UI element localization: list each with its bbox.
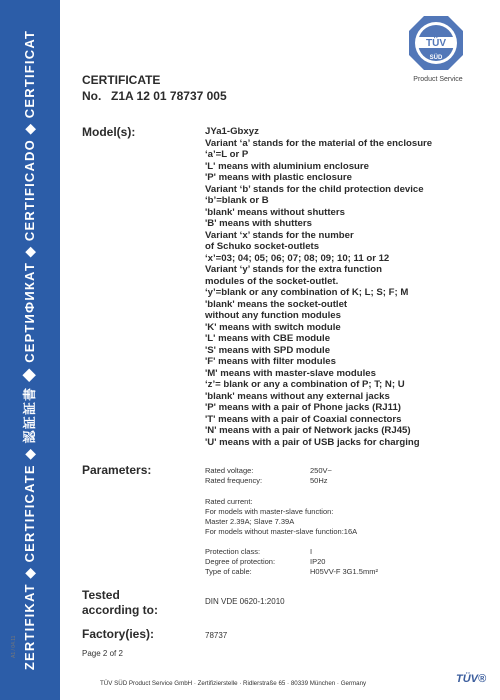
rated-voltage-value: 250V~ [310,466,332,475]
model-line: Variant ‘y’ stands for the extra function [205,264,382,275]
model-line: 'S' means with SPD module [205,344,331,356]
model-line: 'N' means with a pair of Network jacks (RJ45) [205,425,411,436]
tuv-octagon-icon [408,15,464,71]
certificate-sidebar-band [0,0,60,700]
parameters-label: Parameters: [82,463,152,477]
certificate-title: CERTIFICATE [82,73,161,87]
models-label: Model(s): [82,125,136,139]
certificate-number-label: No. [82,89,102,103]
model-line: JYa1-Gbxyz [205,126,259,137]
model-line: 'U' means with a pair of USB jacks for charging [205,436,420,448]
model-line: 'F' means with filter modules [205,356,336,367]
footer-address: TÜV SÜD Product Service GmbH · Zertifizierstelle · Ridlerstraße 65 · 80339 München · Germany [100,680,367,687]
model-line: Variant ‘a’ stands for the material of the enclosure [205,137,433,149]
model-line: 'T' means with a pair of Coaxial connectors [205,413,402,425]
model-line: 'B' means with shutters [205,218,312,229]
page-number: Page 2 of 2 [82,649,123,658]
factory-label: Factory(ies): [82,627,155,641]
model-line: modules of the socket-outlet. [205,275,339,287]
rated-current-line: For models without master-slave function:16A [205,527,358,536]
model-line: 'L' means with CBE module [205,333,331,344]
cable-type-value: H05VV-F 3G1.5mm² [310,567,378,576]
logo-mark: TÜV [426,38,446,49]
model-line: ‘z’= blank or any a combination of P; T; N; U [205,379,405,390]
model-line: Variant ‘x’ stands for the number [205,229,354,241]
model-line: of Schuko socket-outlets [205,241,320,252]
model-line: 'L' means with aluminium enclosure [205,160,369,172]
model-line: ‘y’=blank or any combination of K; L; S; F; M [205,287,409,298]
model-line: 'P' means with a pair of Phone jacks (RJ11) [205,402,401,413]
protection-class-label: Protection class: [205,547,261,556]
model-line: ‘b’=blank or B [205,195,269,206]
model-line: Variant ‘b’ stands for the child protection device [205,183,424,195]
protection-class-value: I [310,547,313,556]
degree-of-protection-value: IP20 [310,557,326,566]
sidebar-certificate-text: ZERTIFIKAT ◆ CERTIFICATE ◆ 認証証書 ◆ СЕРТИФИКАТ ◆ CERTIFICADO ◆ CERTIFICAT [22,29,37,671]
factory-value: 78737 [205,631,228,640]
model-line: 'P' means with plastic enclosure [205,172,352,183]
model-line: 'blank' means without shutters [205,206,345,218]
rated-current-line: Master 2.39A; Slave 7.39A [205,517,295,526]
tested-label-line: according to: [82,603,159,617]
logo-sub: SÜD [429,55,443,61]
rated-voltage-label: Rated voltage: [205,466,254,475]
rated-frequency-label: Rated frequency: [205,476,263,485]
tuv-sud-logo [408,15,464,71]
footer-tuv-mark: TÜV® [456,673,487,685]
model-line: 'blank' means the socket-outlet [205,298,348,310]
model-line: 'K' means with switch module [205,321,341,333]
rated-current-label: Rated current: [205,497,253,506]
model-line: ‘x’=03; 04; 05; 06; 07; 08; 09; 10; 11 or 12 [205,252,390,264]
tested-label-line: Tested [82,588,120,602]
degree-of-protection-label: Degree of protection: [205,557,276,566]
form-code: A1 / 04.11 [11,635,17,658]
cable-type-label: Type of cable: [205,567,252,576]
rated-frequency-value: 50Hz [310,476,328,485]
tested-label [82,588,158,618]
tested-standard: DIN VDE 0620-1:2010 [205,597,285,606]
rated-current-line: For models with master-slave function: [205,507,334,516]
logo-caption: Product Service [413,76,463,83]
certificate-number: Z1A 12 01 78737 005 [111,89,227,103]
model-line: without any function modules [205,310,341,321]
model-line: 'blank' means without any external jacks [205,390,390,402]
model-line: 'M' means with master-slave modules [205,367,376,379]
models-list [205,126,432,448]
model-line: ‘a’=L or P [205,149,249,160]
